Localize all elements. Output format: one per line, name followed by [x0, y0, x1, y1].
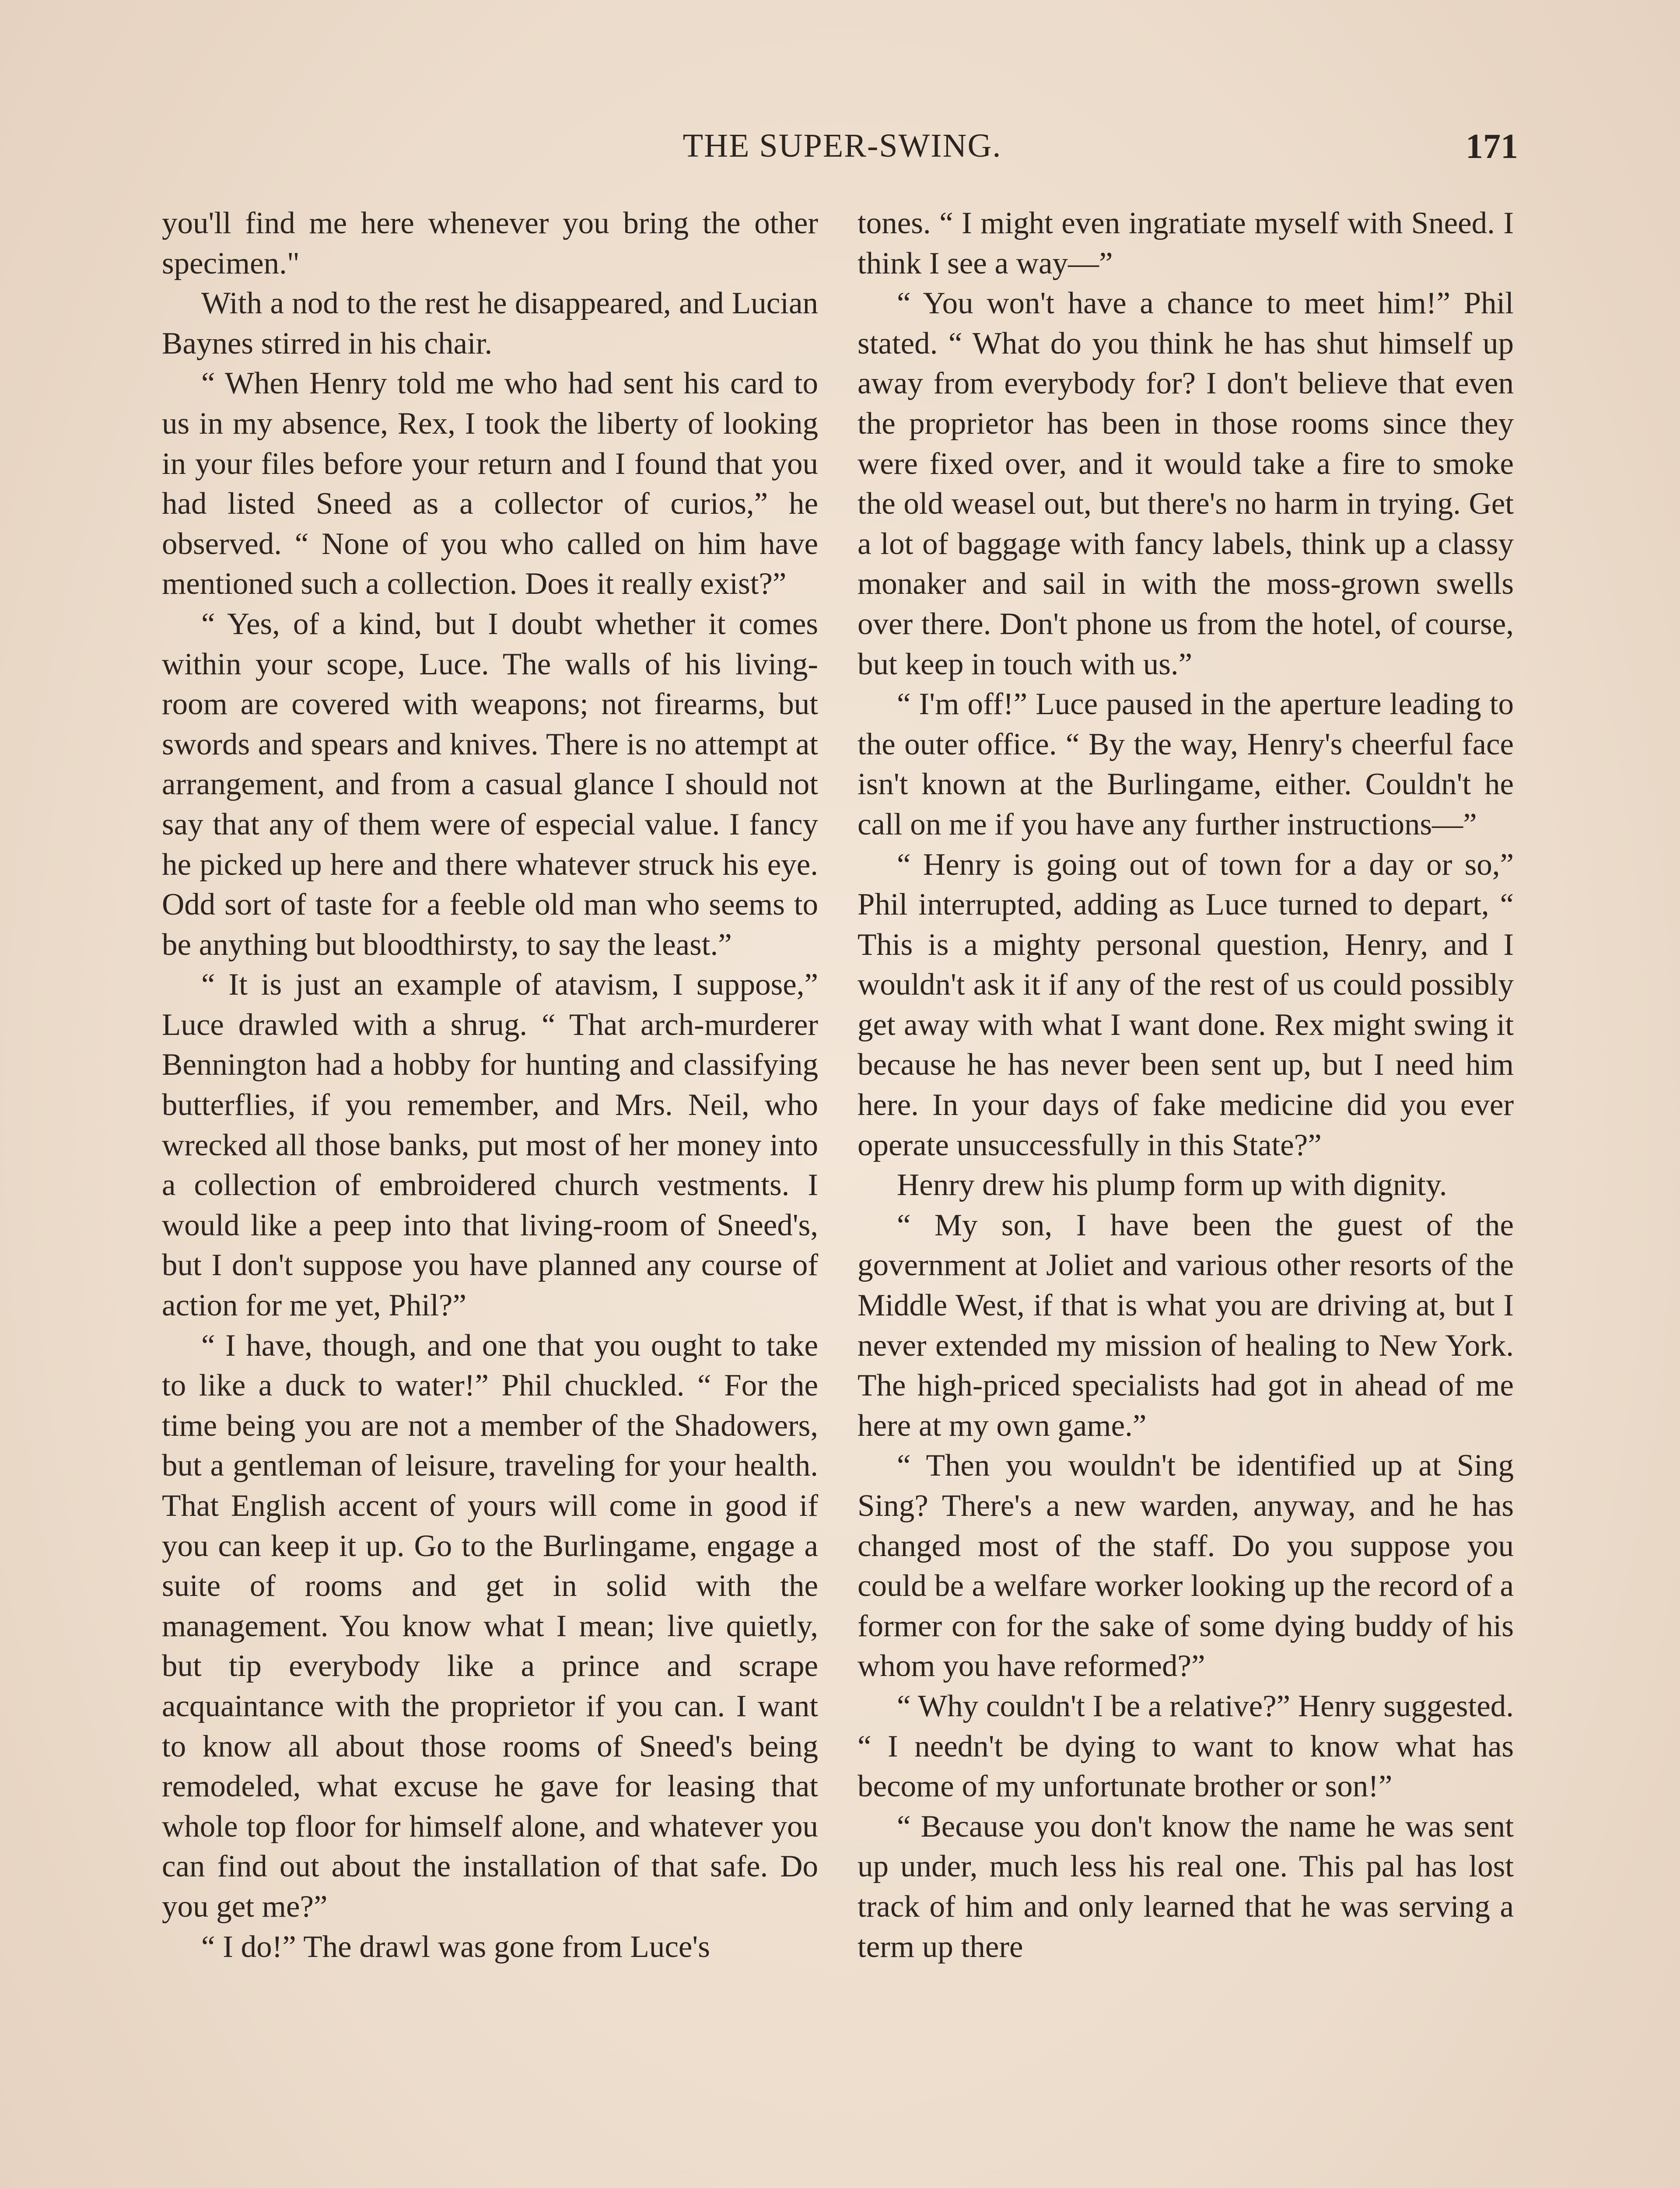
paragraph: “ I have, though, and one that you ought to take to like a duck to water!” Phil chuckled. “ For the time being you are not a member of the Shadowers, but a gentleman of leisure, traveling for your health. That English accent of yours will come in good if you can keep it up. Go to the Burlingame, engage a suite of rooms and get in solid with the management. You know what I mean; live quietly, but tip everybody like a prince and scrape acquaintance with the proprietor if you can. I want to know all about those rooms of Sneed's being remodeled, what excuse he gave for leasing that whole top floor for himself alone, and whatever you can find out about the installation of that safe. Do you get me?” [162, 1328, 818, 1924]
paragraph: “ I'm off!” Luce paused in the aperture leading to the outer office. “ By the way, Henry's cheerful face isn't known at the Burlingame, either. Couldn't he call on me if you have any further instructions—” [858, 687, 1514, 842]
paragraph: “ You won't have a chance to meet him!” Phil stated. “ What do you think he has shut himself up away from everybody for? I don't believe that even the proprietor has been in those rooms since they were fixed over, and it would take a fire to smoke the old weasel out, but there's no harm in trying. Get a lot of baggage with fancy labels, think up a classy monaker and sail in with the moss-grown swells over there. Don't phone us from the hotel, of course, but keep in touch with us.” [858, 286, 1514, 681]
paragraph: “ When Henry told me who had sent his card to us in my absence, Rex, I took the liberty of looking in your files before your return and I found that you had listed Sneed as a collector of curios,” he observed. “ None of you who called on him have mentioned such a collection. Does it really exist?” [162, 366, 818, 601]
paragraph: “ Then you wouldn't be identified up at Sing Sing? There's a new warden, anyway, and he has changed most of the staff. Do you suppose you could be a welfare worker looking up the record of a former con for the sake of some dying buddy of his whom you have reformed?” [858, 1448, 1514, 1683]
paragraph: Henry drew his plump form up with dignity. [897, 1168, 1447, 1203]
paragraph: “ I do!” The drawl was gone from Luce's [201, 1929, 710, 1964]
right-column [858, 203, 1514, 1967]
paragraph: “ It is just an example of atavism, I suppose,” Luce drawled with a shrug. “ That arch-murderer Bennington had a hobby for hunting and classifying butterflies, if you remember, and Mrs. Neil, who wrecked all those banks, put most of her money into a collection of embroidered church vestments. I would like a peep into that living-room of Sneed's, but I don't suppose you have planned any course of action for me yet, Phil?” [162, 968, 818, 1323]
page-header [166, 127, 1518, 179]
running-title: THE SUPER-SWING. [682, 127, 1002, 164]
paragraph: “ My son, I have been the guest of the government at Joliet and various other resorts of the Middle West, if that is what you are driving at, but I never extended my mission of healing to New York. The high-priced specialists had got in ahead of me here at my own game.” [858, 1208, 1514, 1443]
paragraph: you'll find me here whenever you bring the other specimen." [162, 206, 818, 281]
paragraph: With a nod to the rest he disappeared, and Lucian Baynes stirred in his chair. [162, 286, 818, 361]
paragraph: “ Because you don't know the name he was sent up under, much less his real one. This pal has lost track of him and only learned that he was serving a term up there [858, 1809, 1514, 1964]
paragraph: “ Henry is going out of town for a day or so,” Phil interrupted, adding as Luce turned to depart, “ This is a mighty personal question, Henry, and I wouldn't ask it if any of the rest of us could possibly get away with what I want done. Rex might swing it because he has never been sent up, but I need him here. In your days of fake medicine did you ever operate unsuccessfully in this State?” [858, 847, 1514, 1162]
page-number: 171 [1466, 127, 1518, 166]
left-column [162, 203, 818, 1967]
paragraph: “ Why couldn't I be a relative?” Henry suggested. “ I needn't be dying to want to know what has become of my unfortunate brother or son!” [858, 1689, 1514, 1804]
paragraph: tones. “ I might even ingratiate myself with Sneed. I think I see a way—” [858, 206, 1514, 281]
paragraph: “ Yes, of a kind, but I doubt whether it comes within your scope, Luce. The walls of his living-room are covered with weapons; not firearms, but swords and spears and knives. There is no attempt at arrangement, and from a casual glance I should not say that any of them were of especial value. I fancy he picked up here and there whatever struck his eye. Odd sort of taste for a feeble old man who seems to be anything but bloodthirsty, to say the least.” [162, 607, 818, 962]
